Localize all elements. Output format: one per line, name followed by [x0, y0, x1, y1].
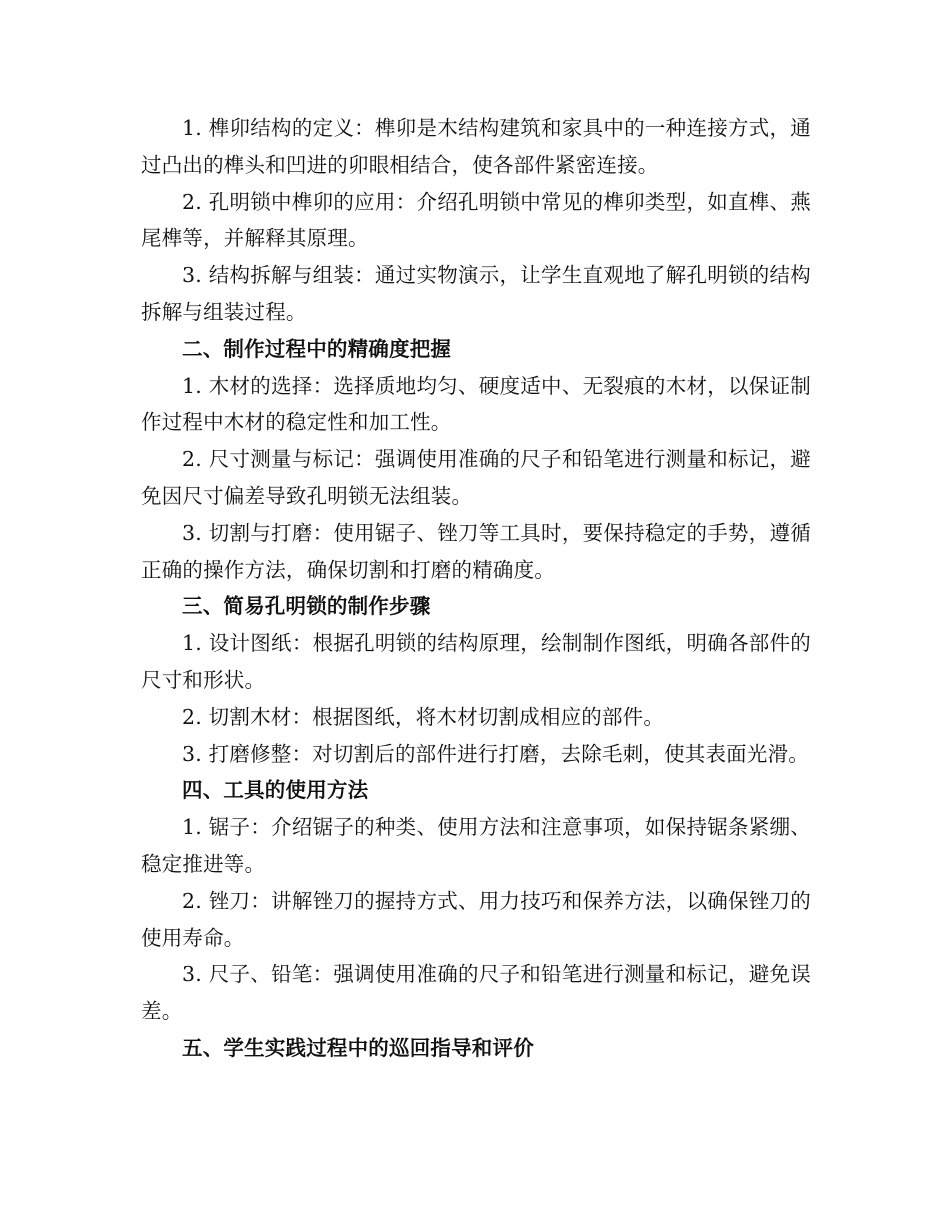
document-body [141, 110, 811, 1067]
paragraph-cutting-sanding: 3. 切割与打磨：使用锯子、锉刀等工具时，要保持稳定的手势，遵循正确的操作方法，确保切割和打磨的精确度。 [141, 520, 811, 582]
section-heading-tools: 四、工具的使用方法 [182, 778, 369, 803]
paragraph-saw: 1. 锯子：介绍锯子的种类、使用方法和注意事项，如保持锯条紧绷、稳定推进等。 [141, 815, 811, 876]
paragraph-mortise-application: 2. 孔明锁中榫卯的应用：介绍孔明锁中常见的榫卯类型，如直榫、燕尾榫等，并解释其原理。 [141, 189, 811, 251]
paragraph-file: 2. 锉刀：讲解锉刀的握持方式、用力技巧和保养方法，以确保锉刀的使用寿命。 [141, 888, 811, 950]
paragraph-measurement-marking: 2. 尺寸测量与标记：强调使用准确的尺子和铅笔进行测量和标记，避免因尺寸偏差导致孔明锁无法组装。 [141, 447, 811, 508]
paragraph-design-drawing: 1. 设计图纸：根据孔明锁的结构原理，绘制制作图纸，明确各部件的尺寸和形状。 [141, 631, 811, 692]
paragraph-cut-wood: 2. 切割木材：根据图纸，将木材切割成相应的部件。 [182, 704, 665, 729]
paragraph-sand-finish: 3. 打磨修整：对切割后的部件进行打磨，去除毛刺，使其表面光滑。 [182, 741, 809, 766]
paragraph-ruler-pencil: 3. 尺子、铅笔：强调使用准确的尺子和铅笔进行测量和标记，避免误差。 [141, 962, 811, 1024]
paragraph-wood-selection: 1. 木材的选择：选择质地均匀、硬度适中、无裂痕的木材，以保证制作过程中木材的稳定性和加工性。 [141, 373, 811, 435]
section-heading-precision: 二、制作过程中的精确度把握 [182, 336, 452, 361]
section-heading-guidance: 五、学生实践过程中的巡回指导和评价 [182, 1035, 534, 1060]
section-heading-steps: 三、简易孔明锁的制作步骤 [182, 594, 431, 619]
paragraph-structure-disassembly: 3. 结构拆解与组装：通过实物演示，让学生直观地了解孔明锁的结构拆解与组装过程。 [141, 263, 811, 324]
paragraph-mortise-definition: 1. 榫卯结构的定义：榫卯是木结构建筑和家具中的一种连接方式，通过凸出的榫头和凹进的卯眼相结合，使各部件紧密连接。 [141, 116, 811, 177]
